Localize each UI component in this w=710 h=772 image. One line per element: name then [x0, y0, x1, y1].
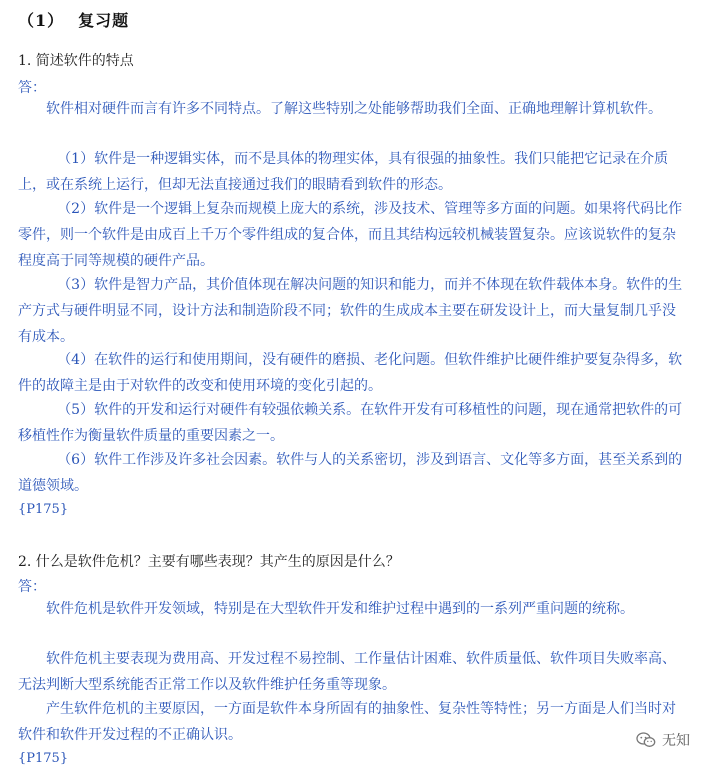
watermark — [636, 730, 690, 750]
answer-2-paragraph-1: 软件危机是软件开发领域，特别是在大型软件开发和维护过程中遇到的一系列严重问题的统称。 — [46, 601, 634, 617]
answer-2-label: 答： — [18, 579, 46, 595]
answer-2-paragraph-2: 软件危机主要表现为费用高、开发过程不易控制、工作量估计困难、软件质量低、软件项目失败率高、无法判断大型系统能否正常工作以及软件维护任务重等现象。 — [18, 651, 676, 693]
question-1-title: 1. 简述软件的特点 — [18, 53, 134, 69]
question-2-title: 2. 什么是软件危机？主要有哪些表现？其产生的原因是什么？ — [18, 554, 400, 570]
section-number: （1） — [18, 11, 65, 30]
wechat-icon — [636, 732, 656, 748]
answer-1-reference: {P175} — [18, 502, 69, 517]
answer-1-intro: 软件相对硬件而言有许多不同特点。了解这些特别之处能够帮助我们全面、正确地理解计算机软件。 — [46, 101, 662, 117]
answer-1-point-1: （1）软件是一种逻辑实体，而不是具体的物理实体，具有很强的抽象性。我们只能把它记录在介质上，或在系统上运行，但却无法直接通过我们的眼睛看到软件的形态。 — [18, 151, 669, 193]
answer-2-paragraph-3: 产生软件危机的主要原因，一方面是软件本身所固有的抽象性、复杂性等特性；另一方面是人们当时对软件和软件开发过程的不正确认识。 — [18, 701, 676, 743]
answer-1-label: 答： — [18, 80, 46, 96]
answer-2-reference: {P175} — [18, 751, 69, 766]
watermark-text: 无知 — [662, 733, 690, 749]
answer-1-point-5: （5）软件的开发和运行对硬件有较强依赖关系。在软件开发有可移植性的问题，现在通常把软件的可移植性作为衡量软件质量的重要因素之一。 — [18, 402, 683, 444]
section-heading — [18, 8, 129, 31]
answer-1-point-3: （3）软件是智力产品，其价值体现在解决问题的知识和能力，而并不体现在软件载体本身。软件的生产方式与硬件明显不同，设计方法和制造阶段不同；软件的生成成本主要在研发设计上，而大量复制几乎没有成本。 — [18, 277, 683, 345]
answer-1-point-6: （6）软件工作涉及许多社会因素。软件与人的关系密切，涉及到语言、文化等多方面，甚至关系到的道德领域。 — [18, 452, 683, 494]
answer-1-point-4: （4）在软件的运行和使用期间，没有硬件的磨损、老化问题。但软件维护比硬件维护要复杂得多，软件的故障主是由于对软件的改变和使用环境的变化引起的。 — [18, 352, 683, 394]
answer-1-point-2: （2）软件是一个逻辑上复杂而规模上庞大的系统，涉及技术、管理等多方面的问题。如果将代码比作零件，则一个软件是由成百上千万个零件组成的复合体，而且其结构远较机械装置复杂。应该说软件的复杂程度高于同等规模的硬件产品。 — [18, 201, 683, 269]
section-title: 复习题 — [78, 11, 130, 30]
